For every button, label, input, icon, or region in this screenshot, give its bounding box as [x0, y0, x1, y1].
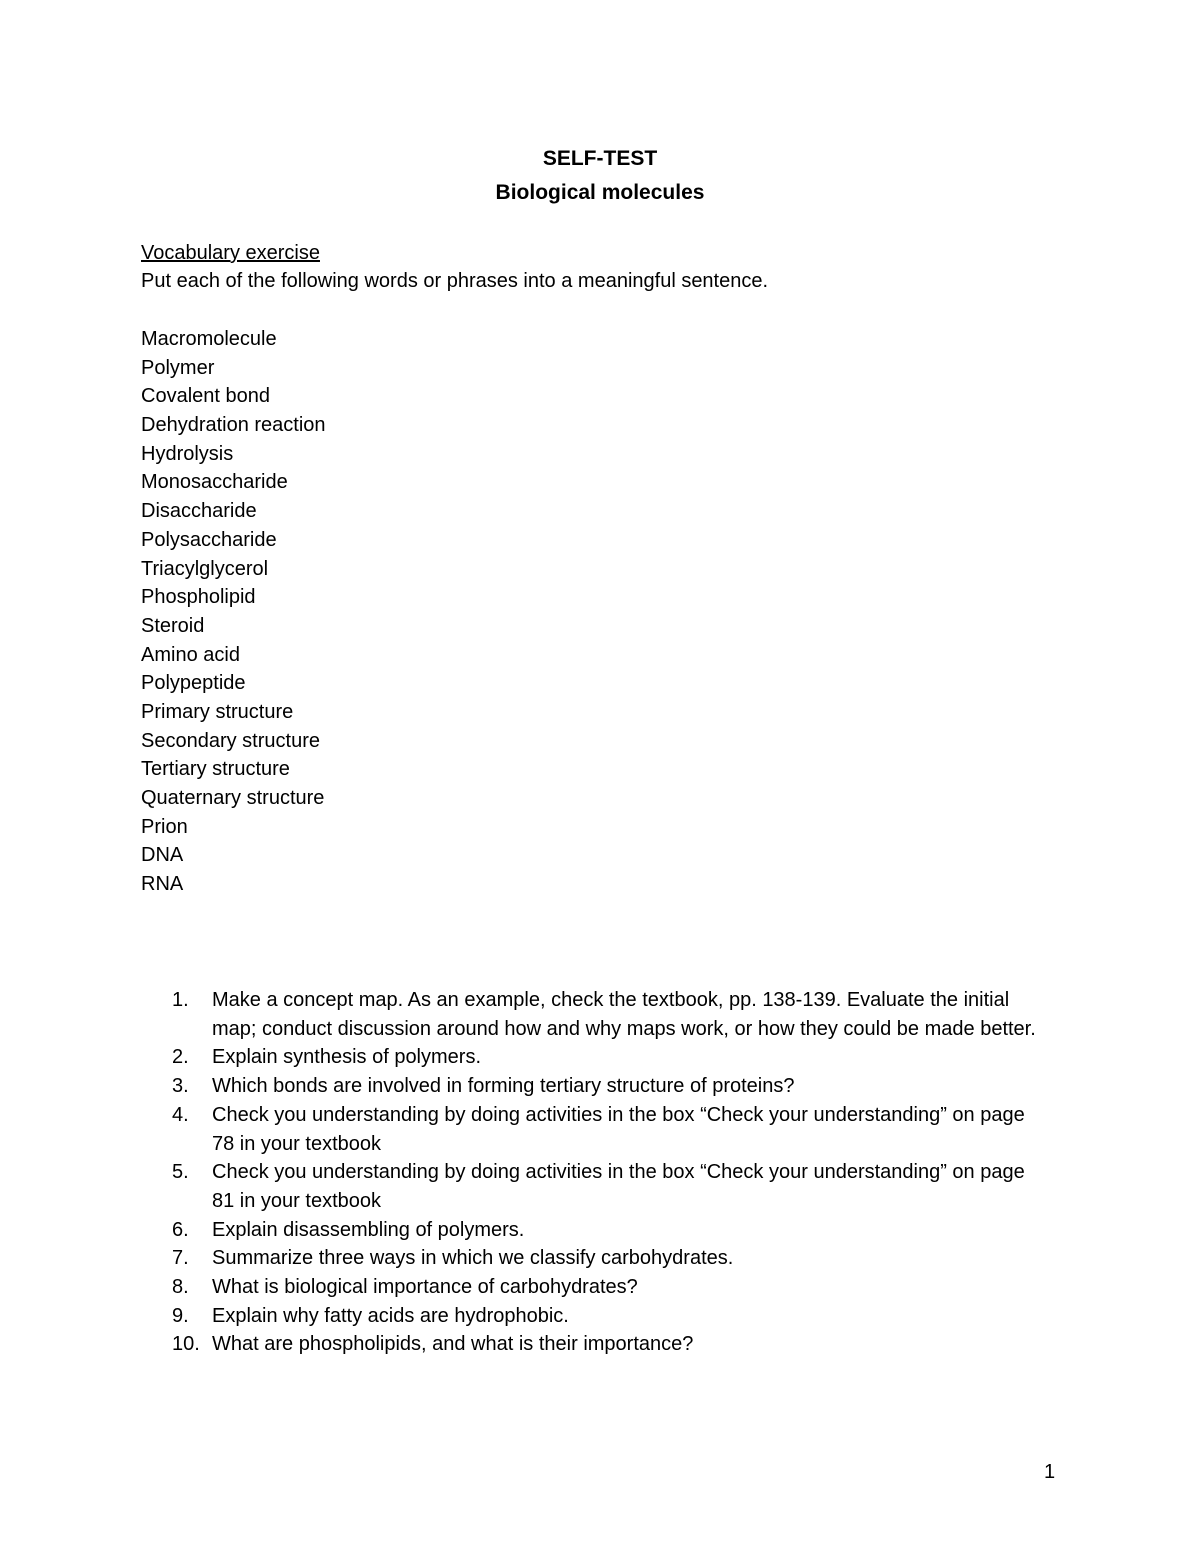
question-item: [172, 1302, 1052, 1331]
question-number: 8.: [172, 1276, 189, 1299]
vocabulary-term: Prion: [141, 815, 188, 838]
question-item: [172, 1216, 1052, 1245]
question-item: [172, 1244, 1052, 1273]
questions-list: [172, 986, 1052, 1359]
question-item: [172, 1043, 1052, 1072]
vocabulary-list: [141, 325, 326, 899]
question-item: [172, 1072, 1052, 1101]
question-text: Check you understanding by doing activities in the box “Check your understanding” on page 78 in your textbook: [212, 1103, 1025, 1155]
question-item: [172, 1273, 1052, 1302]
vocabulary-term: Disaccharide: [141, 500, 257, 523]
question-number: 5.: [172, 1161, 189, 1184]
vocabulary-term: Amino acid: [141, 643, 240, 666]
question-number: 3.: [172, 1075, 189, 1098]
question-number: 2.: [172, 1046, 189, 1069]
vocabulary-term: Polymer: [141, 356, 215, 379]
vocabulary-term: Monosaccharide: [141, 471, 288, 494]
vocabulary-term: Primary structure: [141, 700, 294, 723]
question-item: [172, 1330, 1052, 1359]
vocabulary-instruction: Put each of the following words or phrases into a meaningful sentence.: [141, 270, 769, 292]
question-text: Which bonds are involved in forming tertiary structure of proteins?: [212, 1075, 795, 1098]
vocabulary-term: Tertiary structure: [141, 758, 290, 781]
vocabulary-term: Secondary structure: [141, 729, 320, 752]
question-number: 4.: [172, 1103, 189, 1126]
vocabulary-term: Phospholipid: [141, 586, 256, 609]
question-text: Explain disassembling of polymers.: [212, 1218, 525, 1241]
vocabulary-term: Macromolecule: [141, 328, 277, 350]
question-number: 10.: [172, 1333, 200, 1356]
question-number: 6.: [172, 1218, 189, 1241]
question-number: 9.: [172, 1304, 189, 1327]
vocabulary-term: Steroid: [141, 614, 205, 637]
question-number: 1.: [172, 989, 189, 1011]
page-title: SELF-TEST: [542, 147, 658, 170]
question-text: Make a concept map. As an example, check the textbook, pp. 138-139. Evaluate the initial map; conduct discussion around how and why maps work, or how they could be made better.: [212, 989, 1036, 1040]
question-item: [172, 1101, 1052, 1158]
question-text: Explain synthesis of polymers.: [212, 1046, 482, 1069]
vocabulary-term: Dehydration reaction: [141, 414, 326, 437]
question-item: [172, 1158, 1052, 1215]
vocabulary-term: Polypeptide: [141, 672, 246, 695]
page-number: 1: [1044, 1461, 1056, 1483]
question-text: Explain why fatty acids are hydrophobic.: [212, 1304, 569, 1327]
question-text: Summarize three ways in which we classify carbohydrates.: [212, 1247, 734, 1270]
vocabulary-term: Triacylglycerol: [141, 557, 269, 580]
vocabulary-heading: Vocabulary exercise: [141, 242, 320, 264]
vocabulary-term: Polysaccharide: [141, 528, 277, 551]
vocabulary-term: Covalent bond: [141, 385, 270, 408]
page-subtitle: Biological molecules: [495, 181, 705, 204]
question-text: What are phospholipids, and what is their importance?: [212, 1333, 694, 1356]
question-text: What is biological importance of carbohydrates?: [212, 1276, 638, 1299]
question-item: [172, 986, 1052, 1043]
vocabulary-term: Quaternary structure: [141, 787, 325, 809]
question-number: 7.: [172, 1247, 189, 1270]
question-text: Check you understanding by doing activities in the box “Check your understanding” on page 81 in your textbook: [212, 1161, 1025, 1212]
vocabulary-term: RNA: [141, 873, 184, 896]
vocabulary-term: Hydrolysis: [141, 442, 234, 465]
vocabulary-term: DNA: [141, 844, 184, 867]
